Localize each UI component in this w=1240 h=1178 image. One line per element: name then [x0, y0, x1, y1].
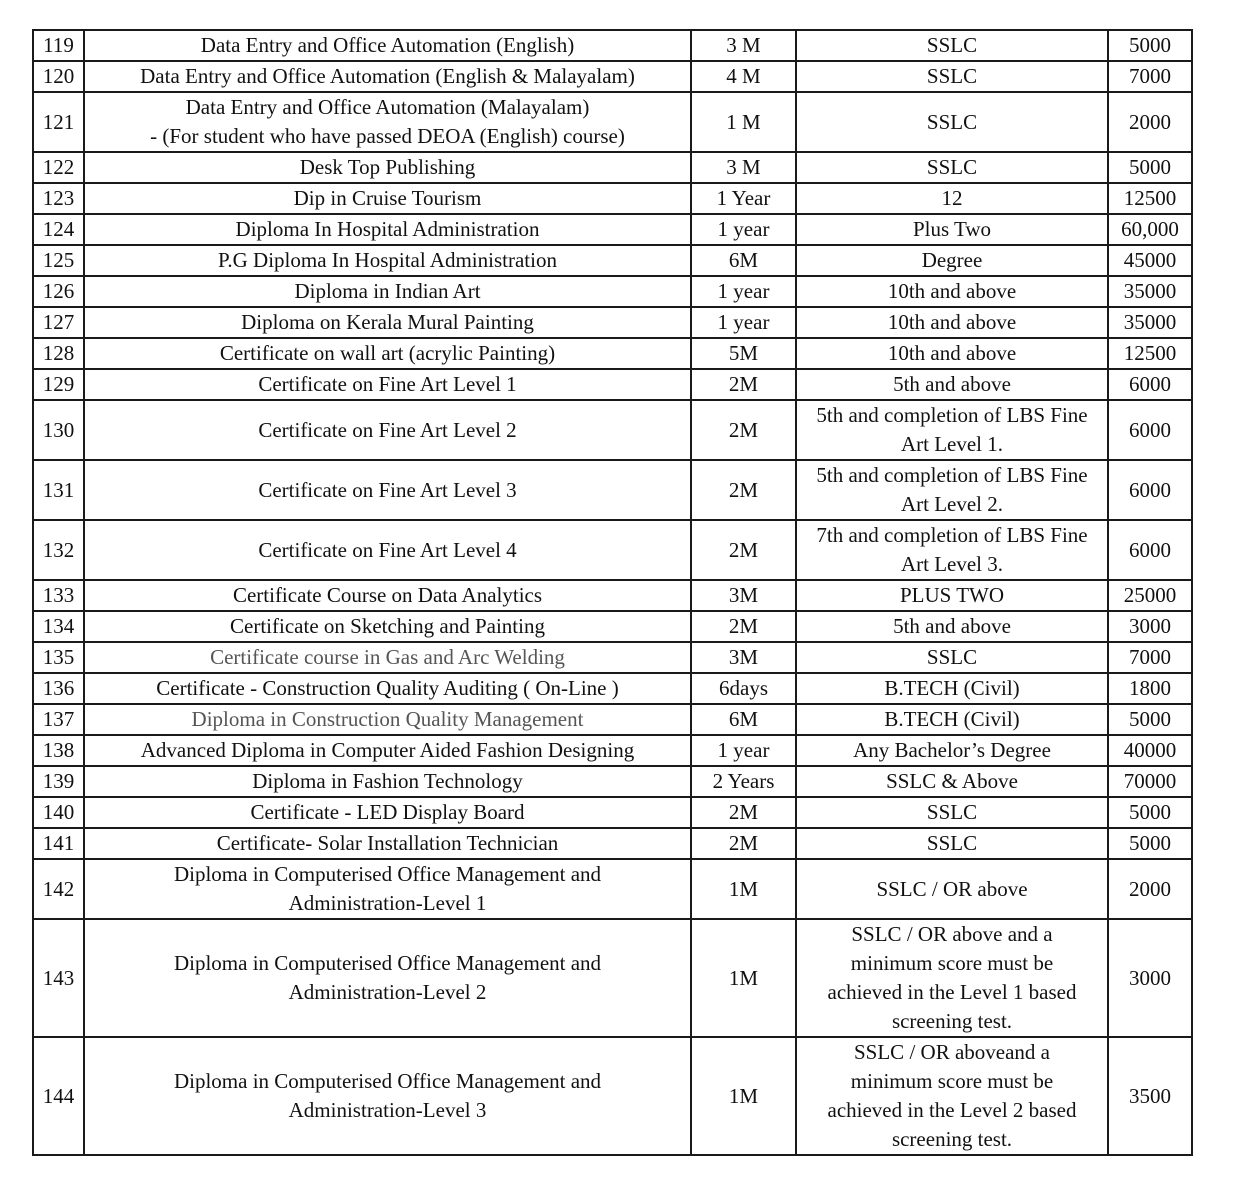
course-fee-cell: 7000 — [1108, 61, 1192, 92]
course-name-cell: Desk Top Publishing — [84, 152, 691, 183]
course-number-cell: 131 — [33, 460, 84, 520]
course-fee-cell: 60,000 — [1108, 214, 1192, 245]
table-row — [33, 338, 1192, 369]
course-duration-cell: 2M — [691, 369, 796, 400]
course-name-cell: Data Entry and Office Automation (Malayalam) - (For student who have passed DEOA (English) course) — [84, 92, 691, 152]
course-qualification-cell: 10th and above — [796, 307, 1108, 338]
course-name-cell: Certificate on Fine Art Level 3 — [84, 460, 691, 520]
course-qualification-cell: 5th and above — [796, 611, 1108, 642]
course-fee-cell: 3500 — [1108, 1037, 1192, 1155]
course-duration-cell: 1 Year — [691, 183, 796, 214]
course-name-cell: Certificate Course on Data Analytics — [84, 580, 691, 611]
course-qualification-cell: B.TECH (Civil) — [796, 673, 1108, 704]
course-number-cell: 123 — [33, 183, 84, 214]
table-row — [33, 92, 1192, 152]
course-table — [32, 29, 1193, 1156]
course-duration-cell: 3 M — [691, 152, 796, 183]
course-qualification-cell: 5th and completion of LBS Fine Art Level 2. — [796, 460, 1108, 520]
course-qualification-cell: SSLC — [796, 828, 1108, 859]
course-name-cell: Certificate- Solar Installation Technician — [84, 828, 691, 859]
course-duration-cell: 3M — [691, 642, 796, 673]
course-number-cell: 143 — [33, 919, 84, 1037]
course-qualification-cell: 5th and above — [796, 369, 1108, 400]
course-duration-cell: 1 M — [691, 92, 796, 152]
course-fee-cell: 3000 — [1108, 919, 1192, 1037]
course-duration-cell: 5M — [691, 338, 796, 369]
table-row — [33, 704, 1192, 735]
table-row — [33, 919, 1192, 1037]
course-name-cell: Data Entry and Office Automation (English & Malayalam) — [84, 61, 691, 92]
table-row — [33, 214, 1192, 245]
course-fee-cell: 1800 — [1108, 673, 1192, 704]
course-duration-cell: 2M — [691, 797, 796, 828]
table-row — [33, 828, 1192, 859]
course-qualification-cell: SSLC / OR aboveand a minimum score must be achieved in the Level 2 based screening test. — [796, 1037, 1108, 1155]
course-fee-cell: 2000 — [1108, 92, 1192, 152]
course-name-cell: Certificate - LED Display Board — [84, 797, 691, 828]
table-row — [33, 30, 1192, 61]
table-row — [33, 580, 1192, 611]
course-fee-cell: 70000 — [1108, 766, 1192, 797]
course-duration-cell: 1 year — [691, 735, 796, 766]
course-fee-cell: 5000 — [1108, 828, 1192, 859]
table-row — [33, 611, 1192, 642]
course-qualification-cell: Degree — [796, 245, 1108, 276]
table-row — [33, 307, 1192, 338]
course-qualification-cell: SSLC — [796, 152, 1108, 183]
course-name-cell: Diploma in Computerised Office Management and Administration-Level 3 — [84, 1037, 691, 1155]
course-number-cell: 134 — [33, 611, 84, 642]
course-qualification-cell: SSLC — [796, 92, 1108, 152]
course-qualification-cell: SSLC — [796, 61, 1108, 92]
course-duration-cell: 1M — [691, 1037, 796, 1155]
course-fee-cell: 7000 — [1108, 642, 1192, 673]
course-duration-cell: 1M — [691, 919, 796, 1037]
course-fee-cell: 40000 — [1108, 735, 1192, 766]
course-name-cell: Data Entry and Office Automation (English) — [84, 30, 691, 61]
table-row — [33, 520, 1192, 580]
course-number-cell: 127 — [33, 307, 84, 338]
course-fee-cell: 35000 — [1108, 307, 1192, 338]
course-qualification-cell: SSLC / OR above and a minimum score must be achieved in the Level 1 based screening test. — [796, 919, 1108, 1037]
course-name-cell: Certificate on Fine Art Level 1 — [84, 369, 691, 400]
table-row — [33, 400, 1192, 460]
course-name-cell: Diploma in Indian Art — [84, 276, 691, 307]
course-name-cell: Certificate course in Gas and Arc Welding — [84, 642, 691, 673]
course-fee-cell: 5000 — [1108, 152, 1192, 183]
course-duration-cell: 2M — [691, 828, 796, 859]
course-fee-cell: 25000 — [1108, 580, 1192, 611]
course-number-cell: 125 — [33, 245, 84, 276]
course-number-cell: 126 — [33, 276, 84, 307]
course-number-cell: 129 — [33, 369, 84, 400]
course-fee-cell: 5000 — [1108, 30, 1192, 61]
course-fee-cell: 6000 — [1108, 460, 1192, 520]
course-qualification-cell: 10th and above — [796, 276, 1108, 307]
course-qualification-cell: SSLC — [796, 797, 1108, 828]
course-qualification-cell: PLUS TWO — [796, 580, 1108, 611]
course-name-cell: Diploma In Hospital Administration — [84, 214, 691, 245]
course-name-cell: Diploma in Computerised Office Management and Administration-Level 1 — [84, 859, 691, 919]
table-row — [33, 797, 1192, 828]
course-duration-cell: 6days — [691, 673, 796, 704]
course-number-cell: 137 — [33, 704, 84, 735]
course-number-cell: 141 — [33, 828, 84, 859]
course-qualification-cell: 12 — [796, 183, 1108, 214]
course-fee-cell: 12500 — [1108, 338, 1192, 369]
course-number-cell: 120 — [33, 61, 84, 92]
course-fee-cell: 12500 — [1108, 183, 1192, 214]
course-qualification-cell: SSLC — [796, 642, 1108, 673]
course-qualification-cell: Any Bachelor’s Degree — [796, 735, 1108, 766]
course-duration-cell: 2 Years — [691, 766, 796, 797]
course-duration-cell: 1 year — [691, 307, 796, 338]
course-name-cell: Certificate on Sketching and Painting — [84, 611, 691, 642]
course-fee-cell: 6000 — [1108, 400, 1192, 460]
table-row — [33, 183, 1192, 214]
course-number-cell: 133 — [33, 580, 84, 611]
course-number-cell: 142 — [33, 859, 84, 919]
course-number-cell: 128 — [33, 338, 84, 369]
course-duration-cell: 2M — [691, 611, 796, 642]
course-fee-cell: 3000 — [1108, 611, 1192, 642]
course-fee-cell: 5000 — [1108, 797, 1192, 828]
course-fee-cell: 35000 — [1108, 276, 1192, 307]
course-number-cell: 121 — [33, 92, 84, 152]
course-number-cell: 130 — [33, 400, 84, 460]
course-qualification-cell: B.TECH (Civil) — [796, 704, 1108, 735]
course-name-cell: Diploma in Construction Quality Management — [84, 704, 691, 735]
course-qualification-cell: SSLC — [796, 30, 1108, 61]
course-number-cell: 135 — [33, 642, 84, 673]
course-name-cell: Diploma on Kerala Mural Painting — [84, 307, 691, 338]
course-duration-cell: 2M — [691, 520, 796, 580]
course-qualification-cell: Plus Two — [796, 214, 1108, 245]
course-duration-cell: 4 M — [691, 61, 796, 92]
table-row — [33, 276, 1192, 307]
course-name-cell: Certificate on Fine Art Level 4 — [84, 520, 691, 580]
table-row — [33, 245, 1192, 276]
course-qualification-cell: SSLC / OR above — [796, 859, 1108, 919]
course-duration-cell: 1 year — [691, 214, 796, 245]
table-row — [33, 642, 1192, 673]
course-fee-cell: 2000 — [1108, 859, 1192, 919]
course-name-cell: Diploma in Computerised Office Management and Administration-Level 2 — [84, 919, 691, 1037]
course-name-cell: Dip in Cruise Tourism — [84, 183, 691, 214]
course-qualification-cell: 7th and completion of LBS Fine Art Level 3. — [796, 520, 1108, 580]
course-name-cell: Certificate on Fine Art Level 2 — [84, 400, 691, 460]
course-fee-cell: 6000 — [1108, 369, 1192, 400]
course-number-cell: 144 — [33, 1037, 84, 1155]
course-duration-cell: 6M — [691, 704, 796, 735]
course-duration-cell: 1M — [691, 859, 796, 919]
table-row — [33, 766, 1192, 797]
course-qualification-cell: 5th and completion of LBS Fine Art Level 1. — [796, 400, 1108, 460]
course-duration-cell: 2M — [691, 400, 796, 460]
course-fee-cell: 6000 — [1108, 520, 1192, 580]
course-number-cell: 140 — [33, 797, 84, 828]
course-number-cell: 132 — [33, 520, 84, 580]
course-name-cell: P.G Diploma In Hospital Administration — [84, 245, 691, 276]
course-duration-cell: 1 year — [691, 276, 796, 307]
course-number-cell: 124 — [33, 214, 84, 245]
course-table-body — [33, 30, 1192, 1155]
course-number-cell: 139 — [33, 766, 84, 797]
course-duration-cell: 3M — [691, 580, 796, 611]
course-name-cell: Diploma in Fashion Technology — [84, 766, 691, 797]
course-name-cell: Certificate - Construction Quality Auditing ( On-Line ) — [84, 673, 691, 704]
table-row — [33, 673, 1192, 704]
table-row — [33, 1037, 1192, 1155]
course-number-cell: 138 — [33, 735, 84, 766]
course-name-cell: Certificate on wall art (acrylic Painting) — [84, 338, 691, 369]
course-qualification-cell: 10th and above — [796, 338, 1108, 369]
course-fee-cell: 5000 — [1108, 704, 1192, 735]
table-row — [33, 735, 1192, 766]
course-number-cell: 122 — [33, 152, 84, 183]
course-duration-cell: 2M — [691, 460, 796, 520]
table-row — [33, 152, 1192, 183]
course-name-cell: Advanced Diploma in Computer Aided Fashion Designing — [84, 735, 691, 766]
course-fee-cell: 45000 — [1108, 245, 1192, 276]
course-qualification-cell: SSLC & Above — [796, 766, 1108, 797]
course-duration-cell: 6M — [691, 245, 796, 276]
table-row — [33, 859, 1192, 919]
table-row — [33, 369, 1192, 400]
table-row — [33, 61, 1192, 92]
course-number-cell: 119 — [33, 30, 84, 61]
course-number-cell: 136 — [33, 673, 84, 704]
course-duration-cell: 3 M — [691, 30, 796, 61]
table-row — [33, 460, 1192, 520]
